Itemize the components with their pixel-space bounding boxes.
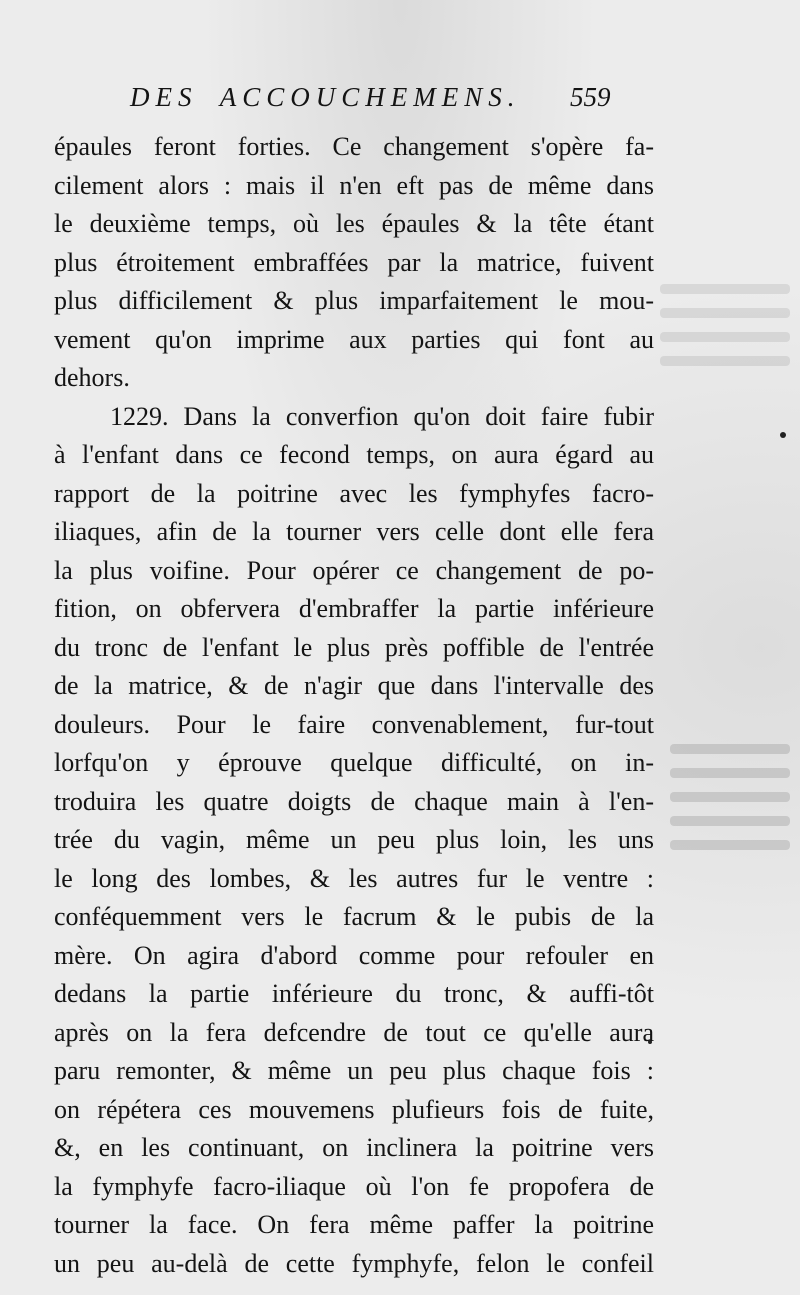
running-head: DES ACCOUCHEMENS. <box>130 82 521 112</box>
show-through-line <box>660 308 790 318</box>
show-through-ink-margin <box>660 730 800 910</box>
text-line: paru remonter, & même un peu plus chaque fois : <box>54 1056 654 1085</box>
text-line: le long des lombes, & les autres fur le ventre : <box>54 863 654 893</box>
paragraph-start-line: 1229. Dans la converfion qu'on doit faire fubir <box>110 401 654 431</box>
text-line: après on la fera defcendre de tout ce qu'elle aura <box>54 1017 654 1047</box>
text-line: douleurs. Pour le faire convenablement, fur-tout <box>54 709 654 739</box>
page-number: 559 <box>570 82 611 112</box>
text-line: à l'enfant dans ce fecond temps, on aura égard au <box>54 440 654 469</box>
show-through-line <box>670 744 790 754</box>
text-line: rapport de la poitrine avec les fymphyfes facro- <box>54 478 654 508</box>
show-through-line <box>670 792 790 802</box>
text-line: dehors. <box>54 363 130 392</box>
text-line: plus étroitement embraffées par la matrice, fuivent <box>54 247 654 277</box>
text-line: troduira les quatre doigts de chaque main à l'en- <box>54 786 654 816</box>
text-line: trée du vagin, même un peu plus loin, les uns <box>54 825 654 854</box>
show-through-line <box>670 816 790 826</box>
text-line: on répétera ces mouvemens plufieurs fois de fuite, <box>54 1094 654 1124</box>
text-line: &, en les continuant, on inclinera la poitrine vers <box>54 1133 654 1162</box>
text-line: épaules feront forties. Ce changement s'opère fa- <box>54 132 654 161</box>
show-through-line <box>670 840 790 850</box>
text-line: du tronc de l'enfant le plus près poffible de l'entrée <box>54 632 654 662</box>
text-line: dedans la partie inférieure du tronc, & auffi-tôt <box>54 979 654 1008</box>
text-line: tourner la face. On fera même paffer la poitrine <box>54 1210 654 1239</box>
text-line: cilement alors : mais il n'en eft pas de même dans <box>54 170 654 200</box>
text-line: la fymphyfe facro-iliaque où l'on fe propofera de <box>54 1171 654 1201</box>
text-line: plus difficilement & plus imparfaitement le mou- <box>54 286 654 315</box>
text-line: la plus voifine. Pour opérer ce changement de po- <box>54 555 654 585</box>
text-line: iliaques, afin de la tourner vers celle dont elle fera <box>54 517 654 546</box>
show-through-line <box>660 356 790 366</box>
body-text <box>54 128 654 1283</box>
text-line: de la matrice, & de n'agir que dans l'intervalle des <box>54 671 654 700</box>
text-line: un peu au-delà de cette fymphyfe, felon le confeil <box>54 1248 654 1278</box>
ink-speck <box>780 432 786 438</box>
text-line: mère. On agira d'abord comme pour refouler en <box>54 940 654 970</box>
text-line: le deuxième temps, où les épaules & la tête étant <box>54 209 654 238</box>
text-line: conféquemment vers le facrum & le pubis de la <box>54 902 654 931</box>
show-through-ink <box>650 270 800 420</box>
show-through-line <box>670 768 790 778</box>
text-line: fition, on obfervera d'embraffer la partie inférieure <box>54 594 654 623</box>
show-through-line <box>660 332 790 342</box>
text-line: lorfqu'on y éprouve quelque difficulté, on in- <box>54 748 654 777</box>
text-line: vement qu'on imprime aux parties qui font au <box>54 324 654 354</box>
show-through-line <box>660 284 790 294</box>
